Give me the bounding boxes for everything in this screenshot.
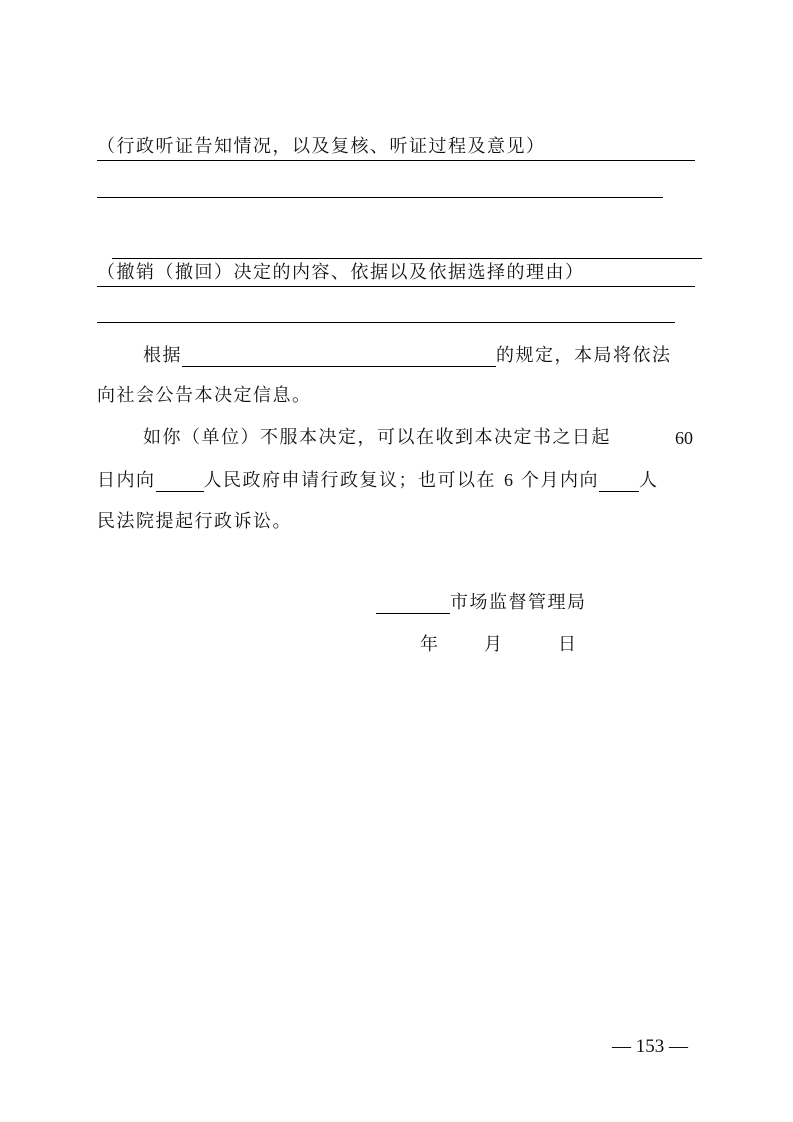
appeal-days-number: 60 <box>675 428 693 448</box>
signature-agency <box>376 592 587 614</box>
appeal-paragraph-line2 <box>97 469 695 492</box>
appeal-government-blank <box>156 471 204 492</box>
basis-blank <box>182 346 496 367</box>
appeal-line2-b: 人民政府申请行政复议；也可以在 <box>203 470 496 491</box>
hearing-note-line <box>97 136 695 161</box>
revocation-note-line <box>97 262 695 287</box>
basis-prefix: 根据 <box>143 345 182 366</box>
revocation-note-text: （撤销（撤回）决定的内容、依据以及依据选择的理由） <box>97 262 585 283</box>
appeal-months-number: 6 <box>504 470 513 490</box>
appeal-line2-c: 个月内向 <box>521 470 599 491</box>
hearing-blank-line <box>97 197 663 198</box>
hearing-note-text: （行政听证告知情况，以及复核、听证过程及意见） <box>97 136 546 157</box>
page-number: — 153 — <box>612 1036 688 1057</box>
agency-suffix-text: 市场监督管理局 <box>450 592 587 613</box>
agency-name-blank <box>376 593 450 614</box>
appeal-line2-d: 人 <box>639 470 659 491</box>
appeal-line3-text: 民法院提起行政诉讼。 <box>97 511 292 532</box>
basis-paragraph-line1 <box>97 345 695 367</box>
basis-paragraph-line2 <box>97 385 695 407</box>
date-month-label: 月 <box>484 634 502 655</box>
revocation-blank-line <box>97 322 675 323</box>
appeal-line1-text: 如你（单位）不服本决定，可以在收到本决定书之日起 <box>143 427 611 448</box>
basis-suffix: 的规定，本局将依法 <box>496 345 672 366</box>
appeal-paragraph-line1 <box>97 427 695 449</box>
date-day-label: 日 <box>558 634 576 655</box>
appeal-court-blank <box>599 471 639 492</box>
revocation-top-rule <box>112 258 702 259</box>
basis-line2-text: 向社会公告本决定信息。 <box>97 385 312 406</box>
date-year-label: 年 <box>420 634 438 655</box>
appeal-paragraph-line3 <box>97 511 695 533</box>
appeal-line2-a: 日内向 <box>97 470 156 491</box>
